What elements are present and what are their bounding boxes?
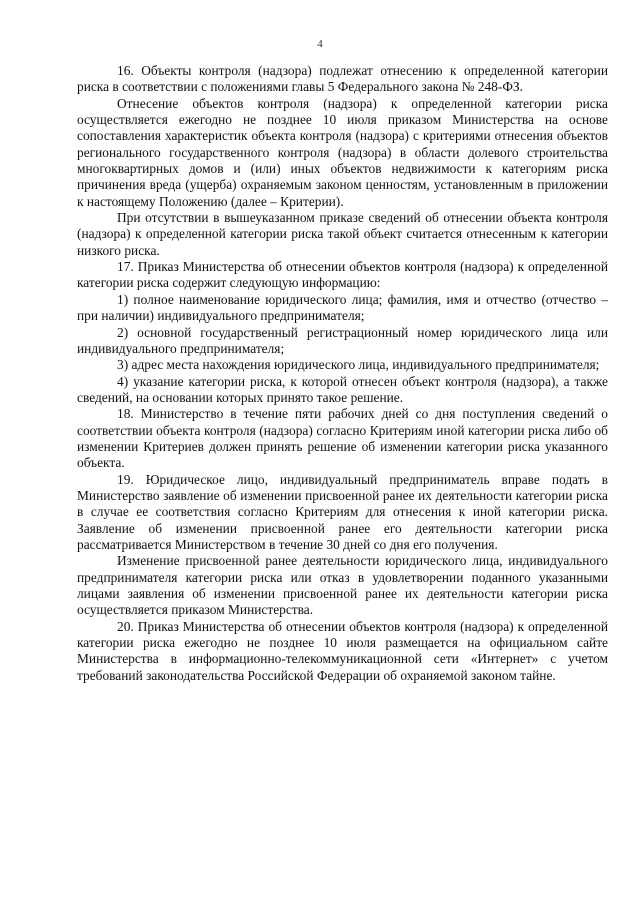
paragraph-20: 20. Приказ Министерства об отнесении объектов контроля (надзора) к определенной категории риска ежегодно не позднее 10 июля размещается на официальном сайте Министерства в информационно-телекоммуникационной сети «Интернет» с учетом требований законодательства Российской Федерации об охраняемой законом тайне. xyxy=(77,618,608,683)
document-body xyxy=(77,63,608,684)
list-item-4: 4) указание категории риска, к которой отнесен объект контроля (надзора), а также сведений, на основании которых принято такое решение. xyxy=(77,373,608,405)
list-item-1: 1) полное наименование юридического лица; фамилия, имя и отчество (отчество – при наличии) индивидуального предпринимателя; xyxy=(77,291,608,324)
paragraph-17: 17. Приказ Министерства об отнесении объектов контроля (надзора) к определенной категории риска содержит следующую информацию: xyxy=(77,259,608,291)
paragraph-19-change: Изменение присвоенной ранее деятельности юридического лица, индивидуального предпринимателя категории риска или отказ в удовлетворении поданного указанными лицами заявления об изменении присвоенной ранее их деятельности категории риска осуществляется приказом Министерства. xyxy=(77,553,608,618)
list-item-2: 2) основной государственный регистрационный номер юридического лица или индивидуального предпринимателя; xyxy=(77,324,608,356)
paragraph-16-low-risk: При отсутствии в вышеуказанном приказе сведений об отнесении объекта контроля (надзора) к определенной категории риска такой объект считается отнесенным к категории низкого риска. xyxy=(77,210,608,258)
paragraph-16: 16. Объекты контроля (надзора) подлежат отнесению к определенной категории риска в соответствии с положениями главы 5 Федерального закона № 248-ФЗ. xyxy=(77,63,608,95)
paragraph-16-assignment: Отнесение объектов контроля (надзора) к определенной категории риска осуществляется ежегодно не позднее 10 июля приказом Министерства на основе сопоставления характеристик объекта контроля (надзора) с критериями отнесения объектов регионального государственного контроля (надзора) в области долевого строительства многоквартирных домов и (или) иных объектов недвижимости к категориям риска причинения вреда (ущерба) охраняемым законом ценностям, установленным в приложении к настоящему Положению (далее – Критерии). xyxy=(77,95,608,209)
list-item-3: 3) адрес места нахождения юридического лица, индивидуального предпринимателя; xyxy=(117,357,600,373)
paragraph-19: 19. Юридическое лицо, индивидуальный предприниматель вправе подать в Министерство заявление об изменении присвоенной ранее их деятельности категории риска в случае ее соответствия согласно Критериям для отнесения к иной категории риска. Заявление об изменении присвоенной ранее его деятельности категории риска рассматривается Министерством в течение 30 дней со дня его получения. xyxy=(77,471,608,552)
paragraph-18: 18. Министерство в течение пяти рабочих дней со дня поступления сведений о соответствии объекта контроля (надзора) согласно Критериям иной категории риска либо об изменении Критериев должен принять решение об изменении категории риска указанного объекта. xyxy=(77,406,608,471)
page-number: 4 xyxy=(317,38,323,50)
